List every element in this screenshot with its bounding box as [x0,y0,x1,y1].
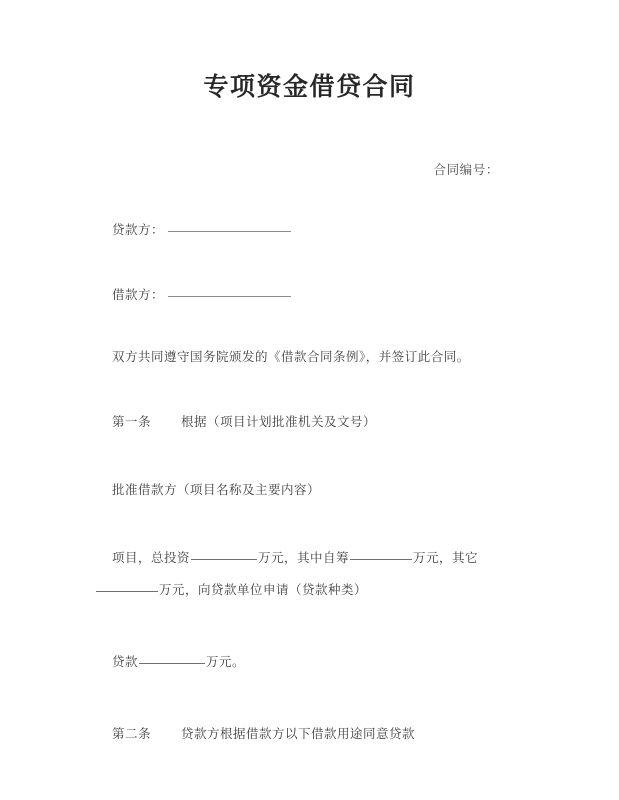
spacer [95,678,525,718]
borrower-blank-field[interactable] [168,296,291,297]
article-1-text: 根据（项目计划批准机关及文号） [181,414,377,429]
article-1-number: 第一条 [112,414,152,429]
document-title: 专项资金借贷合同 [203,72,416,101]
loan-amount-unit: 万元。 [206,654,246,669]
borrower-row [95,279,525,311]
other-funds-blank[interactable] [96,591,158,592]
self-raised-label: 万元，其中自筹 [258,550,350,565]
spacer [95,606,525,646]
project-total-investment-label: 项目，总投资 [112,550,191,565]
spacer [95,311,525,341]
other-funds-label: 万元，其它 [413,550,479,565]
self-raised-blank[interactable] [350,559,412,560]
lender-blank-field[interactable] [168,231,291,232]
loan-amount-paragraph [95,646,525,678]
spacer [95,373,525,406]
article-2-paragraph [95,718,525,750]
spacer [95,506,525,542]
total-investment-blank[interactable] [191,559,257,560]
document-body [95,214,525,750]
article-2-text: 贷款方根据借款方以下借款用途同意贷款 [181,726,416,741]
contract-number-label: 合同编号： [433,162,499,177]
preamble-paragraph: 双方共同遵守国务院颁发的《借款合同条例》，并签订此合同。 [112,349,470,364]
lender-row [95,214,525,246]
loan-application-text: 向贷款单位申请（贷款种类） [198,582,368,597]
loan-amount-label: 贷款 [112,654,139,669]
lender-label: 贷款方： [112,222,165,237]
spacer [95,246,525,279]
borrower-label: 借款方： [112,287,165,302]
spacer [95,438,525,474]
article-1-paragraph [95,406,525,438]
other-funds-unit: 万元， [159,582,199,597]
article-2-number: 第二条 [112,726,152,741]
project-investment-paragraph [95,542,525,606]
loan-amount-blank[interactable] [139,663,205,664]
approve-borrower-paragraph: 批准借款方（项目名称及主要内容） [112,482,321,497]
